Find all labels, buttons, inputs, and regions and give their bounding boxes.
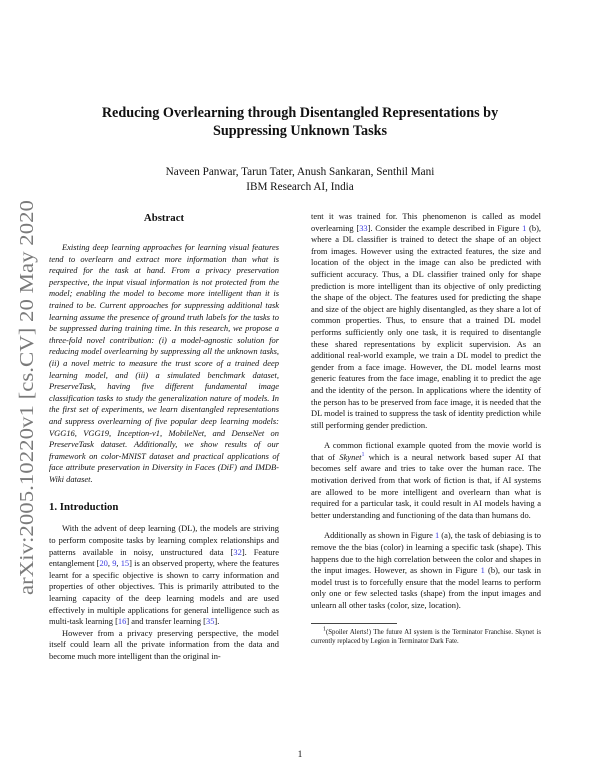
citation-link[interactable]: 9 bbox=[112, 558, 117, 569]
intro-paragraph-2: However from a privacy preserving perspective, the model itself could learn all the private information from the data and become much more intelligent than the original in- bbox=[49, 627, 279, 661]
figure-link[interactable]: 1 bbox=[522, 222, 527, 233]
citation-link[interactable]: 35 bbox=[205, 616, 215, 627]
page-number: 1 bbox=[297, 750, 303, 760]
footnote-divider bbox=[311, 623, 397, 624]
footnote: $^1$(Spoiler Alerts!) The future AI system is the Terminator Franchise. Skynet is currently replaced by Legion in Terminator Dark Fate. bbox=[311, 626, 541, 645]
skynet-term: Skynet bbox=[339, 451, 362, 462]
citation-link[interactable]: 33 bbox=[359, 222, 368, 233]
intro-paragraph-1: With the advent of deep learning (DL), the models are striving to perform composite tasks by learning complex relationships and patterns available in noisy, unstructured data [32]. Feature entanglement [20, 9, 15] is an observed property, where the features learnt for a specific objective is shown to carry information and properties of other objectives. This is primarily attributed to the learning capacity of the deep learning models and are used effectively in multiple applications for general intelligence such as multi-task learning [16] and transfer learning [35]. bbox=[49, 523, 280, 627]
arxiv-identifier-text: arXiv:2005.10220v1 [cs.CV] 20 May 2020 bbox=[17, 258, 38, 595]
intro-paragraph-5: Additionally as shown in Figure 1 (a), the task of debiasing is to remove the the bias (color) in learning a specific task (shape). This happens due to the high correlation between the color and shapes in the input images. However, as shown in Figure 1 (b), our task in model trust is to forcefully ensure that the model learns to perform only one or few selected tasks (shape) from the input images and unlearn all other tasks (color, size, location). bbox=[311, 530, 541, 610]
affiliation: IBM Research AI, India bbox=[246, 180, 354, 193]
intro-paragraph-3: tent it was trained for. This phenomenon is called as model overlearning [33]. Consider the example described in Figure 1 (b), where a DL classifier is trained to detect the shape of an object from images. However using the extracted features, the size and location of the object in the image can also be predicted with sufficient accuracy. Thus, a DL classifier trained only for shape prediction is more intelligent than its objective of only predicting the shape of the object. The features used for predicting the shape and size of the object are highly disentangled, as they share a lot of common properties. Thus, to ensure that a trained DL model performs sufficiently only one task, it is required to disentangle these shared representations by explicit supervision. As an additional real-world example, we train a DL model to predict the gender from a face image. However, the DL model learns most generic features from the face image, enabling it to predict the age and the identity of the person. In applications where the identity of the person has to be preserved from face image, it is needed that the DL model is trained to suppress the task of identity prediction while still performing gender prediction. bbox=[311, 211, 541, 430]
citation-link[interactable]: 20 bbox=[99, 558, 108, 569]
arxiv-identifier-stamp bbox=[2, 190, 50, 600]
introduction-heading: 1. Introduction bbox=[49, 501, 119, 514]
figure-link[interactable]: 1 bbox=[434, 530, 440, 541]
paper-title: Reducing Overlearning through Disentangled Representations by Suppressing Unknown Tasks bbox=[101, 105, 499, 139]
abstract-text: Existing deep learning approaches for learning visual features tend to overlearn and extract more information than what is required for the task at hand. From a privacy preservation perspective, the input visual information is not protected from the model; enabling the model to become more intelligent than it is trained to be. Current approaches for suppressing additional task learning assume the presence of ground truth labels for the tasks to be suppressed during training time. In this research, we propose a three-fold novel contribution: (i) a model-agnostic solution for reducing model overlearning by suppressing all the unknown tasks, (ii) a novel metric to measure the trust score of a trained deep learning model, and (iii) a simulated benchmark dataset, PreserveTask, having five different fundamental image classification tasks to study the generalization nature of models. In the first set of experiments, we learn disentangled representations and suppress overlearning of five popular deep learning models: VGG16, VGG19, Inception-v1, MobileNet, and DenseNet on PreserveTask dataset. Additionally, we show results of our framework on color-MNIST dataset and practical applications of face attribute preservation in Diversity in Faces (DiF) and IMDB-Wiki dataset. bbox=[49, 242, 279, 484]
abstract-heading: Abstract bbox=[143, 212, 185, 224]
figure-link[interactable]: 1 bbox=[480, 565, 485, 576]
left-column bbox=[49, 212, 279, 663]
footnote-link[interactable]: 1 bbox=[361, 452, 365, 459]
author-names: Naveen Panwar, Tarun Tater, Anush Sankaran, Senthil Mani bbox=[165, 166, 435, 178]
footnote-mark: 1 bbox=[323, 626, 326, 633]
intro-paragraph-4: A common fictional example quoted from the movie world is that of Skynet$^1$ which is a neural network based super AI that becomes self aware and tries to take over the human race. The motivation derived from that work of fiction is that, if AI systems are allowed to be more intelligent and overlearn than what is required for a particular task, it could result in AI models having a better understanding and functioning of the data than humans do. bbox=[311, 440, 541, 520]
citation-link[interactable]: 32 bbox=[233, 546, 242, 557]
author-block bbox=[80, 165, 520, 194]
right-column bbox=[311, 211, 541, 646]
citation-link[interactable]: 16 bbox=[117, 616, 127, 627]
citation-link[interactable]: 15 bbox=[120, 558, 130, 569]
